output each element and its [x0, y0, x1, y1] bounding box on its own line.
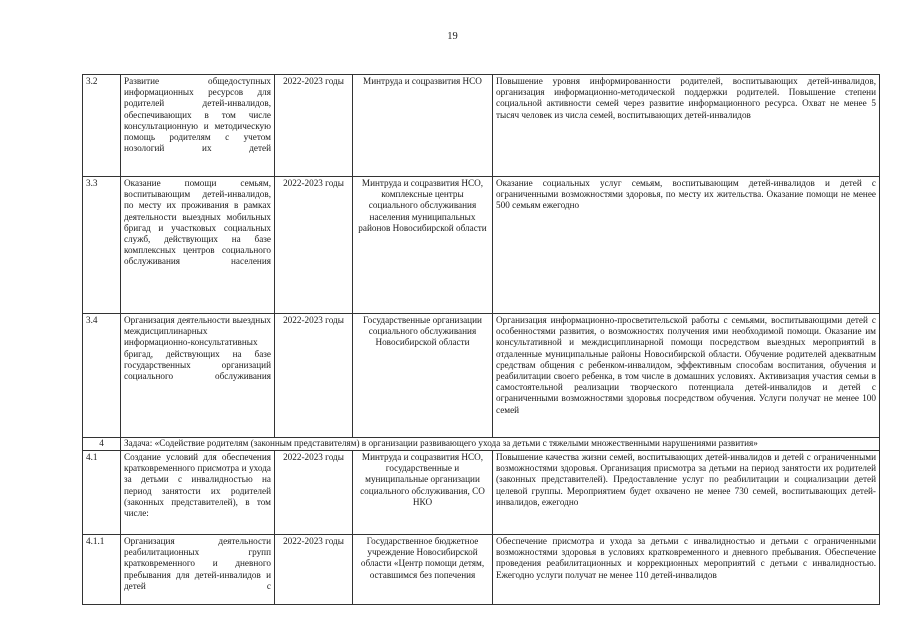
measure-row — [83, 314, 880, 438]
measure-executors: Государственное бюджетное учреждение Новосибирской области «Центр помощи детям, оставшимся без попечения — [353, 535, 493, 605]
task-number: 4 — [83, 438, 121, 451]
measure-period: 2022-2023 годы — [275, 177, 353, 314]
measure-executors: Минтруда и соцразвития НСО, комплексные центры социального обслуживания населения муниципальных районов Новосибирской области — [353, 177, 493, 314]
measure-executors: Государственные организации социального обслуживания Новосибирской области — [353, 314, 493, 438]
measure-result: Повышение уровня информированности родителей, воспитывающих детей-инвалидов, организация информационно-методической поддержки родителей. Повышение степени социальной активности семей через развитие информационного ресурса. Охват не менее 5 тысяч человек из числа семей, воспитывающих детей-инвалидов — [493, 75, 880, 177]
measure-executors: Минтруда и соцразвития НСО, государственные и муниципальные организации социального обслуживания, СО НКО — [353, 451, 493, 535]
measure-number: 3.4 — [83, 314, 121, 438]
measure-period: 2022-2023 годы — [275, 451, 353, 535]
measure-number: 4.1.1 — [83, 535, 121, 605]
measures-table — [82, 74, 880, 605]
measure-row — [83, 75, 880, 177]
measure-result: Повышение качества жизни семей, воспитывающих детей-инвалидов и детей с ограниченными возможностями здоровья. Организация присмотра за детьми на период занятости их родителей (законных представителей). Предоставление услуг по реабилитации и социализации детей целевой группы. Мероприятием будет охвачено не менее 730 семей, воспитывающих детей-инвалидов, ежегодно — [493, 451, 880, 535]
measure-period: 2022-2023 годы — [275, 314, 353, 438]
measures-table-body — [83, 75, 880, 605]
measure-result: Организация информационно-просветительской работы с семьями, воспитывающими детей с особенностями развития, о возможностях получения ими необходимой помощи. Оказание им консультативной и междисциплинарной помощи посредством выездных мероприятий в отдаленные муниципальные районы Новосибирской области. Обучение родителей адекватным средствам общения с ребенком-инвалидом, эффективным способам воспитания, обучения и реабилитации своего ребенка, в том числе в домашних условиях. Активизация участия семьи в самостоятельной реализации творческого потенциала детей-инвалидов и детей с ограниченными возможностями здоровья посредством обучения. Услуги получат не менее 100 семей — [493, 314, 880, 438]
measure-result: Обеспечение присмотра и ухода за детьми с инвалидностью и детьми с ограниченными возможностями здоровья в условиях кратковременного и дневного пребывания. Обеспечение проведения реабилитационных и коррекционных мероприятий с детьми с инвалидностью. Ежегодно услуги получат не менее 110 детей-инвалидов — [493, 535, 880, 605]
measure-result: Оказание социальных услуг семьям, воспитывающим детей-инвалидов и детей с ограниченными возможностями здоровья, по месту их жительства. Оказание помощи не менее 500 семьям ежегодно — [493, 177, 880, 314]
measure-name: Организация деятельности реабилитационных групп кратковременного и дневного пребывания для детей-инвалидов и детей с — [121, 535, 275, 605]
task-row — [83, 438, 880, 451]
measure-number: 4.1 — [83, 451, 121, 535]
measure-period: 2022-2023 годы — [275, 75, 353, 177]
measure-row — [83, 177, 880, 314]
task-text: Задача: «Содействие родителям (законным представителям) в организации развивающего ухода за детьми с тяжелыми множественными нарушениями развития» — [121, 438, 880, 451]
measure-number: 3.2 — [83, 75, 121, 177]
measure-name: Оказание помощи семьям, воспитывающим детей-инвалидов, по месту их проживания в рамках деятельности выездных мобильных бригад и участковых социальных служб, действующих на базе комплексных центров социального обслуживания населения — [121, 177, 275, 314]
page-number: 19 — [447, 31, 458, 42]
measure-name: Создание условий для обеспечения кратковременного присмотра и ухода за детьми с инвалидностью на период занятости их родителей (законных представителей), в том числе: — [121, 451, 275, 535]
measure-number: 3.3 — [83, 177, 121, 314]
measure-row — [83, 451, 880, 535]
measure-executors: Минтруда и соцразвития НСО — [353, 75, 493, 177]
measure-name: Организация деятельности выездных междисциплинарных информационно-консультативных бригад, действующих на базе государственных организаций социального обслуживания — [121, 314, 275, 438]
measure-row — [83, 535, 880, 605]
measure-name: Развитие общедоступных информационных ресурсов для родителей детей-инвалидов, обеспечивающих в том числе консультационную и методическую помощь родителям с учетом нозологий их детей — [121, 75, 275, 177]
measure-period: 2022-2023 годы — [275, 535, 353, 605]
